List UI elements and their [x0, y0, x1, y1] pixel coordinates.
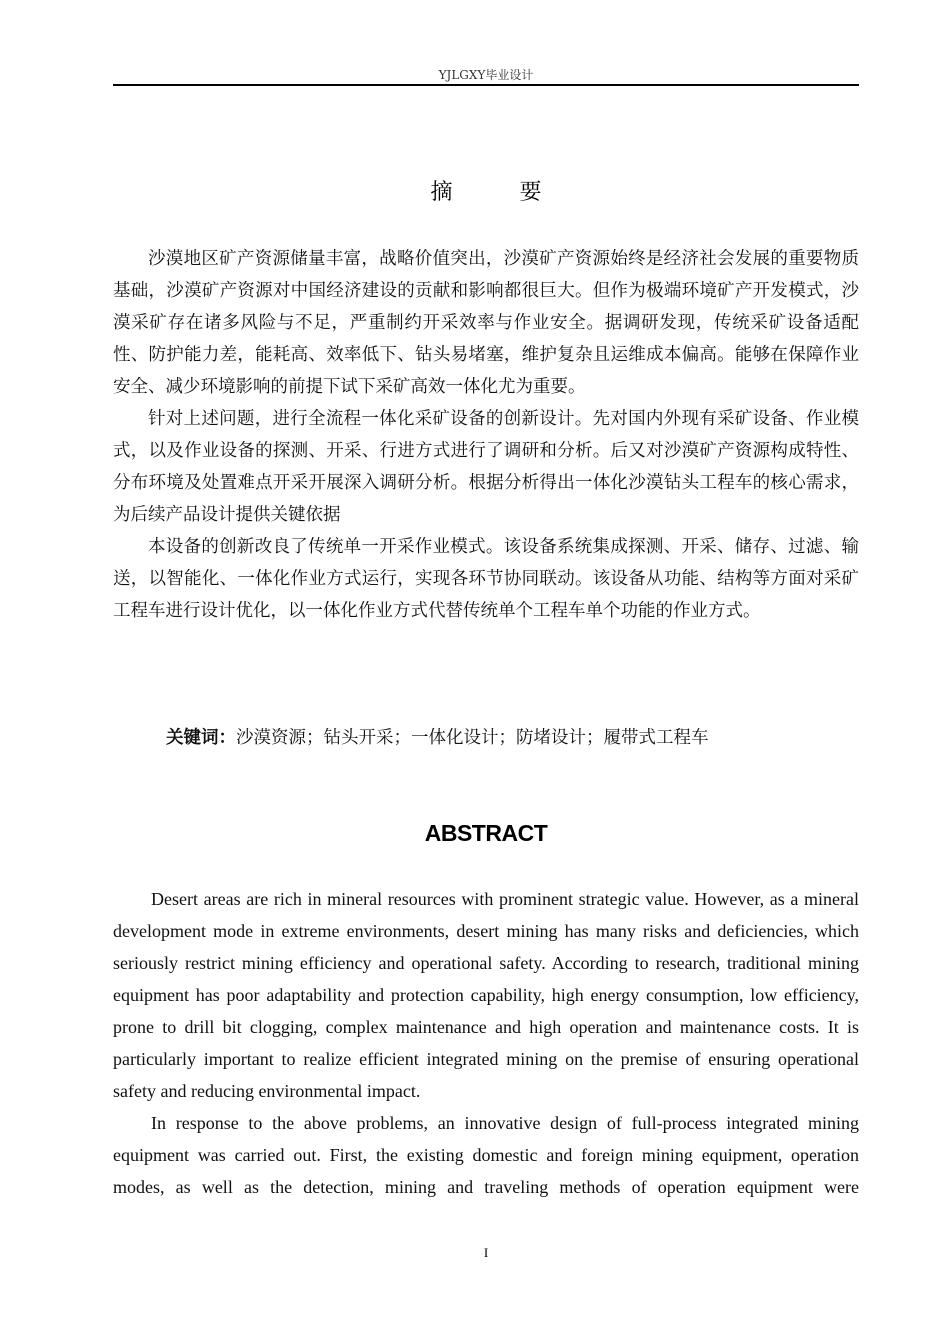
abstract-cn-paragraph-2: 针对上述问题，进行全流程一体化采矿设备的创新设计。先对国内外现有采矿设备、作业模式，以及作业设备的探测、开采、行进方式进行了调研和分析。后又对沙漠矿产资源构成特性、分布环境及处置难点开采开展深入调研分析。根据分析得出一体化沙漠钻头工程车的核心需求，为后续产品设计提供关键依据 [113, 409, 859, 525]
running-header: YJLGXY毕业设计 [438, 68, 534, 82]
keywords-label: 关键词： [166, 728, 236, 748]
abstract-cn-paragraph-3: 本设备的创新改良了传统单一开采作业模式。该设备系统集成探测、开采、储存、过滤、输送，以智能化、一体化作业方式运行，实现各环节协同联动。该设备从功能、结构等方面对采矿工程车进行设计优化，以一体化作业方式代替传统单个工程车单个功能的作业方式。 [113, 537, 859, 621]
page-number: I [483, 1245, 489, 1260]
keywords-line [166, 722, 859, 754]
abstract-cn-paragraph-1: 沙漠地区矿产资源储量丰富，战略价值突出，沙漠矿产资源始终是经济社会发展的重要物质基础，沙漠矿产资源对中国经济建设的贡献和影响都很巨大。但作为极端环境矿产开发模式，沙漠采矿存在诸多风险与不足，严重制约开采效率与作业安全。据调研发现，传统采矿设备适配性、防护能力差，能耗高、效率低下、钻头易堵塞，维护复杂且运维成本偏高。能够在保障作业安全、减少环境影响的前提下试下采矿高效一体化尤为重要。 [113, 249, 859, 397]
header-rule [113, 84, 859, 86]
abstract-en-body [113, 883, 859, 1203]
abstract-en-title: ABSTRACT [424, 820, 548, 846]
keywords-list: 沙漠资源；钻头开采；一体化设计；防堵设计；履带式工程车 [236, 728, 709, 748]
abstract-cn-body [113, 243, 859, 627]
abstract-cn-title: 摘 要 [430, 180, 572, 205]
abstract-en-paragraph-2: In response to the above problems, an innovative design of full-process integrated mining equipment was carried out. First, the existing domestic and foreign mining equipment, operation modes, as well as the detection, mining and traveling methods of operation equipment were [113, 1113, 859, 1197]
abstract-en-paragraph-1: Desert areas are rich in mineral resources with prominent strategic value. However, as a mineral development mode in extreme environments, desert mining has many risks and deficiencies, which seriously restrict mining efficiency and operational safety. According to research, traditional mining equipment has poor adaptability and protection capability, high energy consumption, low efficiency, prone to drill bit clogging, complex maintenance and high operation and maintenance costs. It is particularly important to realize efficient integrated mining on the premise of ensuring operational safety and reducing environmental impact. [113, 889, 859, 1101]
